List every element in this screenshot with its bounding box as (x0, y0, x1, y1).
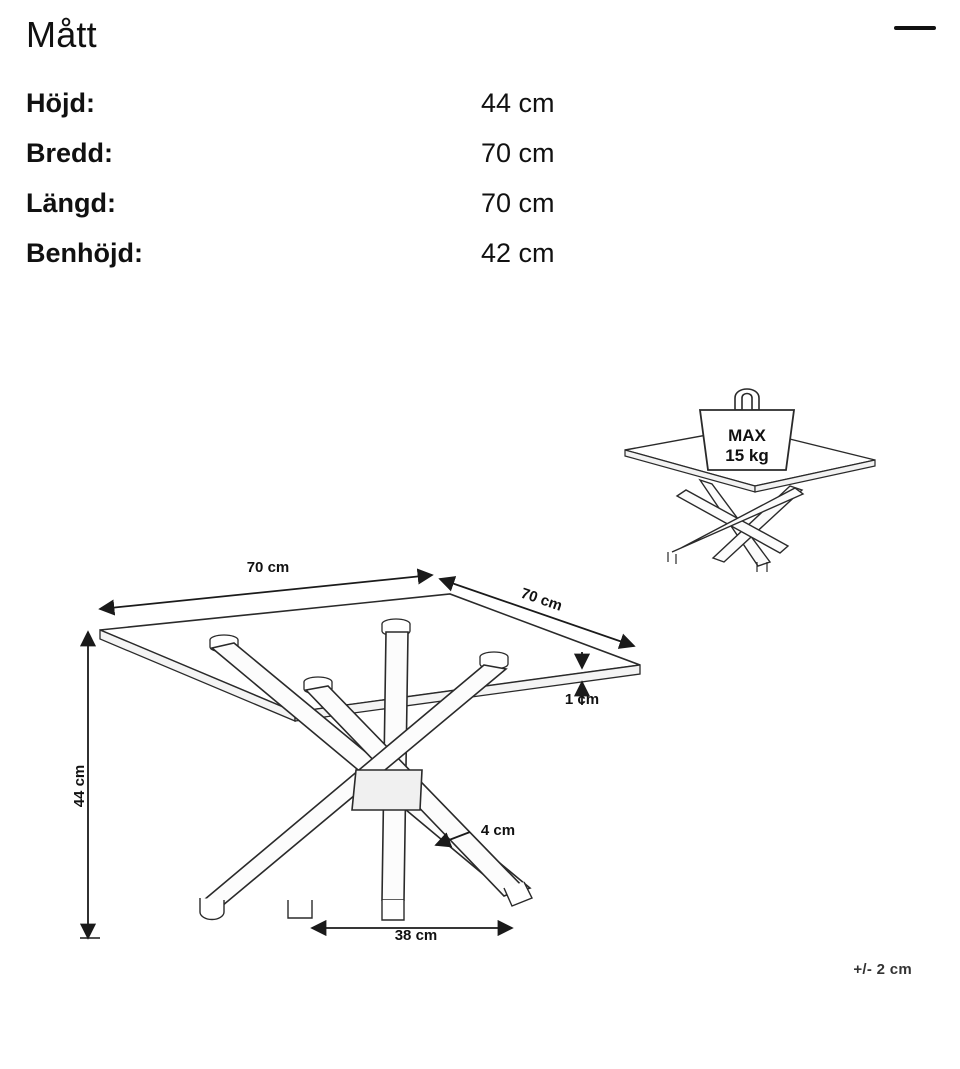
dimension-height (71, 632, 100, 938)
dimension-diagram (0, 340, 960, 1040)
table-row (26, 88, 646, 138)
table-dimension-drawing (0, 340, 960, 1040)
max-load-label: MAX (728, 426, 766, 445)
max-load-value: 15 kg (725, 446, 769, 465)
spec-value: 70 cm (481, 188, 555, 218)
spec-label: Längd: (26, 188, 116, 218)
spec-label: Höjd: (26, 88, 95, 118)
dimension-base-span (312, 927, 512, 944)
spec-value: 70 cm (481, 138, 555, 168)
dimension-height-label: 44 cm (71, 764, 88, 808)
tolerance-note: +/- 2 cm (853, 961, 912, 978)
leg-foot (200, 898, 224, 920)
page-title: Mått (26, 14, 97, 55)
load-capacity-view (625, 389, 875, 572)
weight-handle-icon (735, 389, 759, 410)
spec-value: 44 cm (481, 88, 555, 118)
leg-foot (288, 900, 312, 918)
dimension-width-label: 70 cm (246, 559, 290, 576)
leg-foot (382, 900, 404, 920)
specifications-table (26, 88, 646, 288)
spec-label: Benhöjd: (26, 238, 143, 268)
dimension-glass-thickness-label: 1 cm (564, 691, 600, 708)
table-row (26, 188, 646, 238)
main-table-view (100, 594, 640, 920)
dimension-depth-label: 70 cm (518, 584, 565, 615)
spec-label: Bredd: (26, 138, 113, 168)
spec-value: 42 cm (481, 238, 555, 268)
dimension-leg-thickness-label: 4 cm (480, 822, 516, 839)
table-row (26, 238, 646, 288)
minus-icon[interactable] (894, 26, 936, 30)
load-view-legs (672, 480, 803, 566)
table-row (26, 138, 646, 188)
load-view-foot (668, 552, 676, 564)
dimension-base-span-label: 38 cm (394, 927, 438, 944)
